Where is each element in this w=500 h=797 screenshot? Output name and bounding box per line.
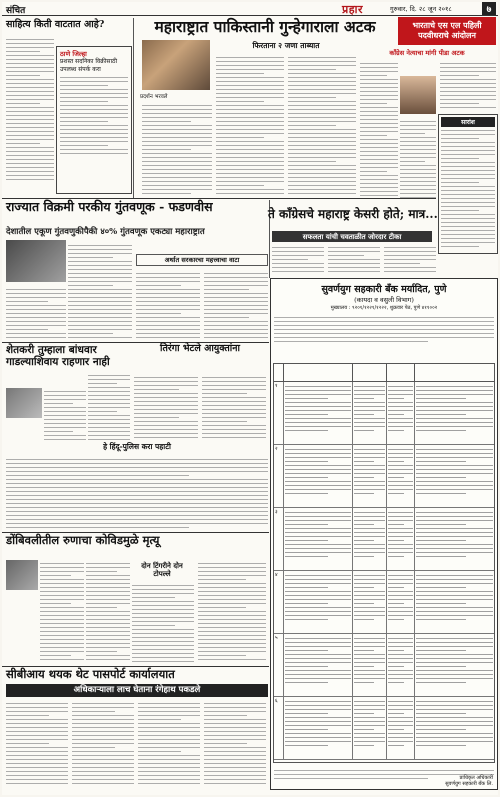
cbi-headline: सीबीआय थयक थेट पासपोर्ट कार्यालयात <box>6 667 175 681</box>
table-cell <box>415 634 494 696</box>
table-row <box>274 508 494 571</box>
notice-bank-short: सुवर्णयुग सहकारी बँक लि. <box>445 781 493 787</box>
table-cell: १ <box>274 382 284 444</box>
table-cell <box>284 508 353 570</box>
notice-title: सुवर्णयुग सहकारी बँक मर्यादित, पुणे <box>321 284 447 295</box>
table-row <box>274 571 494 634</box>
table-cell <box>284 634 353 696</box>
table-row <box>274 382 494 445</box>
kesari-col1 <box>272 244 324 276</box>
table-cell <box>387 508 415 570</box>
table-cell <box>387 571 415 633</box>
cbi-subhead: अधिकाऱ्याला लाच घेताना रंगेहाथ पकडले <box>6 684 268 697</box>
right-top-col3 <box>400 118 436 202</box>
table-cell <box>353 697 387 759</box>
main-headline: महाराष्ट्रात पाकिस्तानी गुन्हेगाराला अटक <box>154 17 376 36</box>
investment-col0 <box>6 286 66 340</box>
table-cell <box>415 697 494 759</box>
table-cell: ४ <box>274 571 284 633</box>
notice-table <box>273 363 495 763</box>
table-cell <box>284 382 353 444</box>
tiranga-col2 <box>202 374 266 440</box>
investment-col3 <box>204 270 268 340</box>
notice-signature <box>445 775 493 787</box>
cbi-col2 <box>72 700 134 790</box>
fadnavis-photo <box>6 240 66 282</box>
masthead: प्रहार <box>342 3 363 16</box>
dombivli-col3 <box>132 582 194 664</box>
investment-col2 <box>136 270 200 340</box>
dombivli-col2 <box>86 560 130 664</box>
column-rule <box>133 18 134 198</box>
table-cell: ५ <box>274 634 284 696</box>
table-cell <box>284 445 353 507</box>
main-story-col1 <box>216 54 284 198</box>
table-cell <box>353 571 387 633</box>
right-top-photo <box>400 76 436 114</box>
right-sub-headline: काँग्रेस नेत्याचा मांगी पीडा अटक <box>389 49 465 57</box>
bank-notice <box>270 278 498 790</box>
table-cell <box>353 634 387 696</box>
table-cell <box>387 634 415 696</box>
main-story-col2 <box>288 54 356 198</box>
main-subhead: फिरताना २ जणा ताब्यात <box>252 41 320 50</box>
dombivli-col4 <box>198 560 266 664</box>
top-bar <box>2 2 498 16</box>
dombivli-headline: डोंबिवलीतील रुणाचा कोविडमुळे मृत्यू <box>6 533 160 547</box>
table-cell <box>353 508 387 570</box>
left-top-headline: साहित्य किती वाटतात आहे? <box>6 19 105 30</box>
table-cell <box>387 382 415 444</box>
table-cell: २ <box>274 445 284 507</box>
right-top-col2 <box>440 60 496 112</box>
investment-headline: राज्यात विक्रमी परकीय गुंतवणूक - फडणवीस <box>6 199 213 214</box>
investment-box: अर्थात सरकारचा महत्त्वाचा वाटा <box>136 254 268 266</box>
farmer-headline: शेतकरी तुम्हाला बांधवार गाडल्याशिवाय राहणार नाही <box>6 344 110 369</box>
dateline: गुरुवार, दि. २८ जून २०१८ <box>390 5 452 13</box>
tiranga-headline: तिरंगा भेटले आयुक्तांना <box>159 343 240 354</box>
table-row <box>274 445 494 508</box>
notice-table-body <box>274 382 494 760</box>
farmer-photo <box>6 388 42 418</box>
table-cell <box>387 445 415 507</box>
table-cell <box>353 382 387 444</box>
summary-box <box>438 114 498 254</box>
cbi-col4 <box>204 700 266 790</box>
table-cell <box>415 571 494 633</box>
dombivli-small-headline: दोन टिंगरीने दोन टोपल्ले <box>141 561 183 579</box>
page-number: ७ <box>482 2 496 15</box>
summary-body <box>441 127 495 255</box>
farmer-col2 <box>88 372 130 440</box>
notice-address: मुख्यालय : ९२०१/१२२१/१२२२, शुक्रवार पेठ, पुणे ४११००२ <box>330 305 438 311</box>
dombivli-col1 <box>40 560 84 664</box>
summary-title: सारांश <box>441 117 495 127</box>
tiranga-col1 <box>134 374 198 440</box>
kesari-headline: ते काँग्रेसचे महाराष्ट्र केसरी होते; मात्र... <box>268 207 438 221</box>
table-cell <box>415 445 494 507</box>
table-row <box>274 634 494 697</box>
ad-text: प्रशस्त सदनिका विक्रीसाठी उपलब्ध संपर्क करा <box>60 58 118 74</box>
notice-table-header <box>274 364 494 382</box>
kesari-subhead: सफलता यांची चवताळीत जोरदार टीका <box>272 231 432 242</box>
cbi-col1 <box>6 700 68 790</box>
investment-subhead: देशातील एकूण गुंतवणुकीपैकी ४०% गुंतवणूक एकट्या महाराष्ट्रात <box>6 227 205 237</box>
farmer-col1 <box>44 388 86 440</box>
investment-col1 <box>68 242 132 340</box>
table-cell <box>284 571 353 633</box>
table-cell <box>415 508 494 570</box>
table-cell: ३ <box>274 508 284 570</box>
table-cell <box>284 697 353 759</box>
hindu-text <box>6 456 268 530</box>
left-top-text <box>6 36 54 196</box>
table-cell <box>415 382 494 444</box>
notice-subtitle: (कायदा व वसुली विभाग) <box>354 296 414 304</box>
notice-signatory: प्राधिकृत अधिकारी <box>459 775 493 781</box>
table-cell <box>353 445 387 507</box>
main-photo <box>142 40 210 90</box>
right-top-col1 <box>360 60 398 200</box>
right-red-box: भारताचे एस एल पहिली पदवीधराचे आंदोलन <box>398 17 496 45</box>
kesari-col3 <box>384 244 436 276</box>
notice-intro <box>274 314 494 350</box>
ad-title: ठाणे जिल्हा <box>60 50 87 58</box>
hindu-strip: हे हिंदू-पुलिस करा पहाटी <box>103 442 171 451</box>
table-row <box>274 697 494 760</box>
kesari-col2 <box>328 244 380 276</box>
ad-body <box>60 74 128 184</box>
section-tag: संचित <box>6 6 26 16</box>
table-cell <box>387 697 415 759</box>
cbi-col3 <box>138 700 200 790</box>
dombivli-photo <box>6 560 38 590</box>
main-story-col0 <box>142 102 212 198</box>
classified-ad <box>56 46 132 194</box>
newspaper-page <box>2 2 498 795</box>
main-photo-caption: प्रदर्शन भरवले <box>140 94 168 100</box>
table-cell: ६ <box>274 697 284 759</box>
